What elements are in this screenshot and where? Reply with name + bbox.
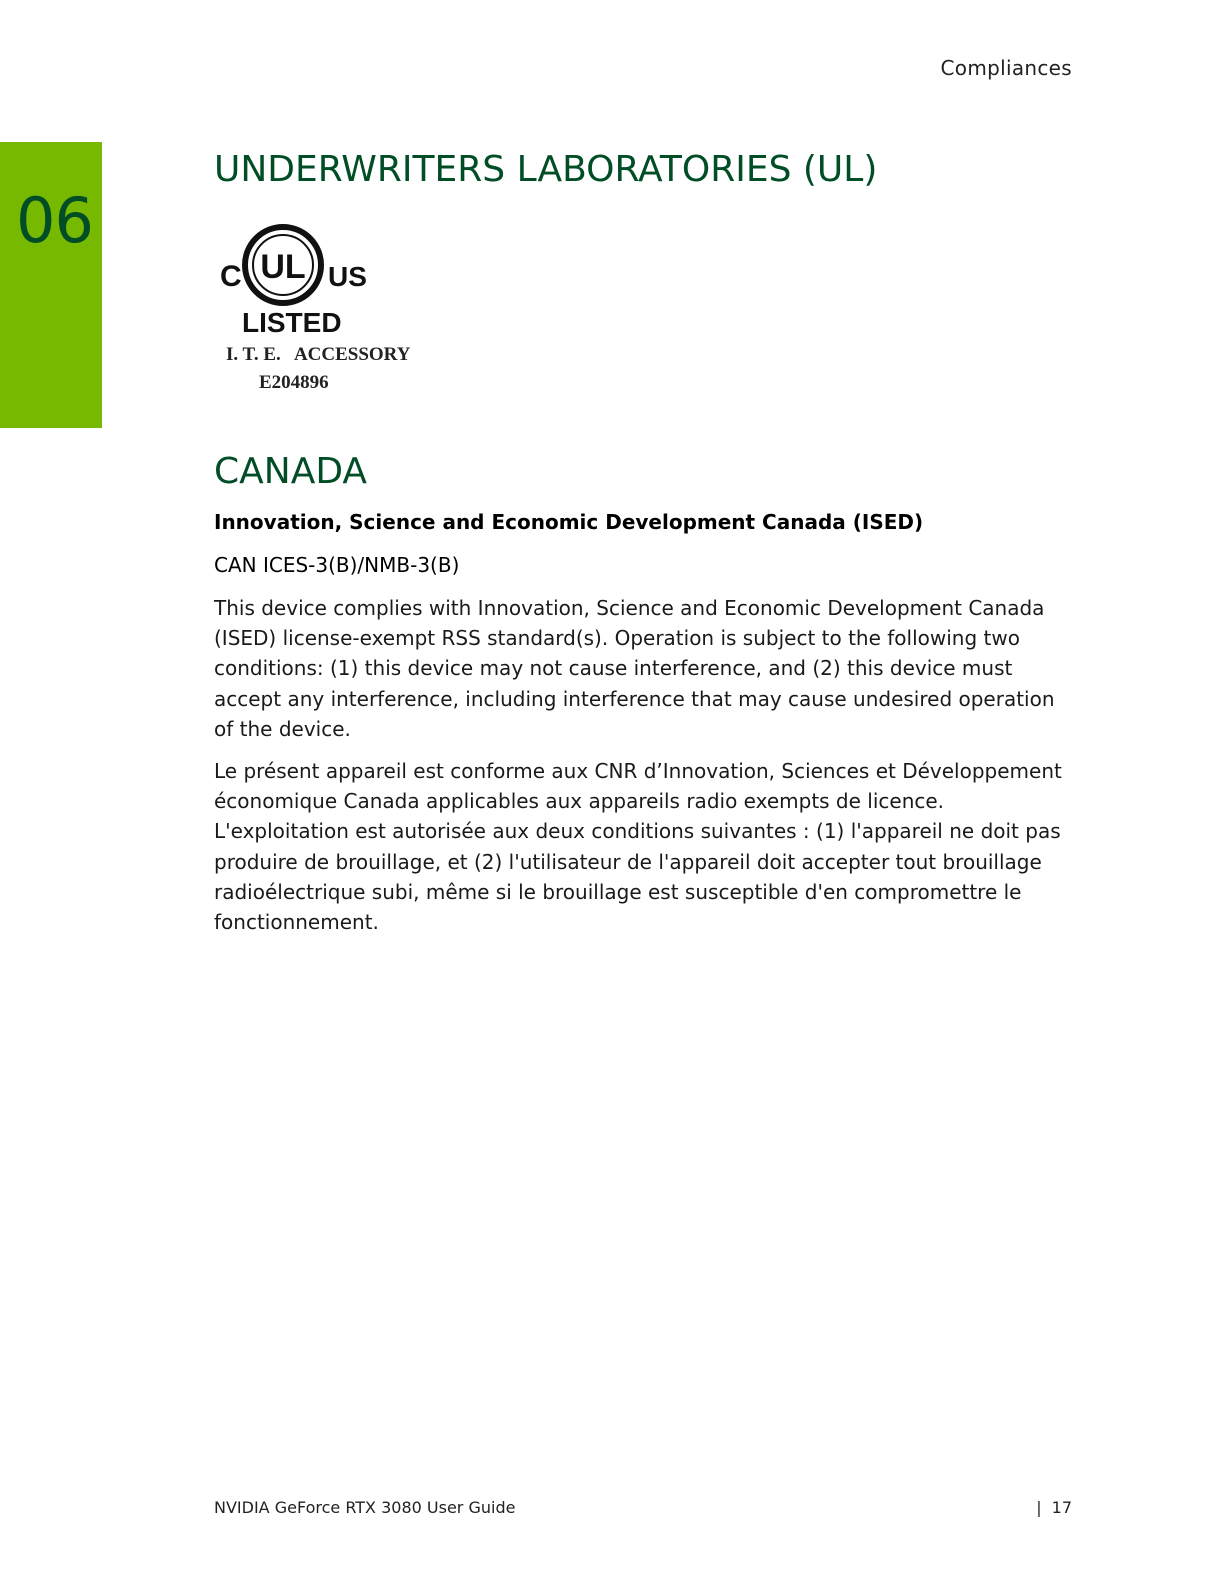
chapter-number: 06 bbox=[16, 184, 93, 257]
canada-section-heading: CANADA bbox=[214, 451, 368, 492]
ul-mark-category: I. T. E. ACCESSORY bbox=[226, 344, 411, 365]
footer-separator: | bbox=[1036, 1498, 1042, 1517]
ul-section-heading: UNDERWRITERS LABORATORIES (UL) bbox=[214, 149, 878, 190]
ul-listed-mark bbox=[216, 218, 412, 398]
ul-mark-center: UL bbox=[260, 248, 306, 286]
running-header: Compliances bbox=[940, 56, 1072, 80]
ised-subheading: Innovation, Science and Economic Development Canada (ISED) bbox=[214, 510, 924, 534]
footer-page-indicator bbox=[1000, 1498, 1072, 1517]
ised-statement-english: This device complies with Innovation, Science and Economic Development Canada (ISED) license-exempt RSS standard(s). Operation is subject to the following two conditions: (1) this device may not cause interference, and (2) this device must accept any interference, including interference that may cause undesired operation of the device. bbox=[214, 596, 1055, 741]
ices-standard-label: CAN ICES-3(B)/NMB-3(B) bbox=[214, 553, 460, 577]
ul-mark-listed: LISTED bbox=[242, 307, 342, 338]
chapter-tab bbox=[0, 142, 102, 428]
footer-page-number: 17 bbox=[1051, 1498, 1072, 1517]
ul-mark-file-number: E204896 bbox=[259, 372, 329, 393]
ised-statement-french: Le présent appareil est conforme aux CNR d’Innovation, Sciences et Développement économique Canada applicables aux appareils radio exempts de licence. L'exploitation est autorisée aux deux conditions suivantes : (1) l'appareil ne doit pas produire de brouillage, et (2) l'utilisateur de l'appareil doit accepter tout brouillage radioélectrique subi, même si le brouillage est susceptible d'en compromettre le fonctionnement. bbox=[214, 759, 1062, 935]
ul-mark-right-letters: US bbox=[328, 261, 367, 292]
ul-mark-left-letter: C bbox=[220, 260, 242, 293]
footer-document-title: NVIDIA GeForce RTX 3080 User Guide bbox=[214, 1498, 516, 1517]
